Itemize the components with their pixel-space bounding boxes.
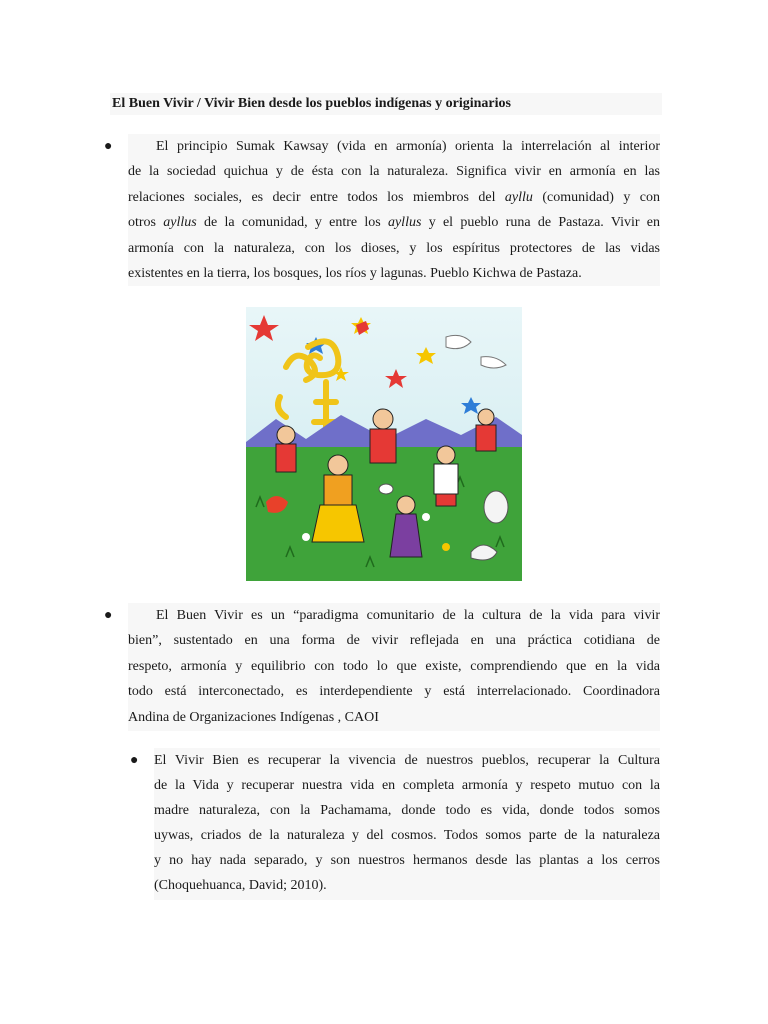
text-run: El Vivir Bien es recuperar la vivencia de nuestros pueblos, recuperar la Cultura: [154, 753, 660, 768]
text-line: [128, 134, 660, 159]
italic-term: ayllus: [387, 215, 422, 231]
text-line: [128, 159, 660, 184]
text-run: madre naturaleza, con la Pachamama, donde todo es vida, donde todos somos: [154, 803, 660, 818]
text-line: [154, 773, 660, 798]
community-dance-painting: [246, 307, 522, 581]
text-line: [128, 236, 660, 261]
text-line: [128, 705, 660, 730]
text-run: Andina de Organizaciones Indígenas , CAOI: [128, 709, 379, 725]
paragraph-buen-vivir-caoi: [128, 603, 660, 731]
text-line: [128, 185, 660, 210]
bullet-point: ●: [104, 139, 113, 154]
text-run: (comunidad) y con: [532, 189, 660, 205]
text-line: [154, 848, 660, 873]
italic-term: ayllu: [504, 189, 533, 205]
text-run: de la sociedad quichua y de ésta con la naturaleza. Significa vivir en armonía en las: [128, 164, 660, 180]
text-run: de la Vida y recuperar nuestra vida en completa armonía y respeto mutuo con la: [154, 778, 660, 793]
bullet-point: ●: [104, 608, 113, 623]
text-run: (Choquehuanca, David; 2010).: [154, 878, 327, 893]
text-run: El principio Sumak Kawsay (vida en armonía) orienta la interrelación al interior: [156, 139, 660, 154]
bullet-point: ●: [130, 753, 139, 768]
text-run: y el pueblo runa de Pastaza. Vivir en: [421, 215, 661, 231]
text-run: respeto, armonía y equilibrio con todo lo que existe, comprendiendo que en la vida: [128, 658, 660, 674]
text-line: [154, 748, 660, 773]
text-line: [154, 823, 660, 848]
text-line: [154, 873, 660, 898]
text-run: existentes en la tierra, los bosques, los ríos y lagunas. Pueblo Kichwa de Pastaza.: [128, 266, 582, 282]
text-line: [128, 628, 660, 653]
text-line: [128, 261, 660, 286]
text-run: armonía con la naturaleza, con los dioses, y los espíritus protectores de las vidas: [128, 240, 660, 256]
text-line: [128, 603, 660, 628]
text-run: de la comunidad, y entre los: [196, 215, 388, 231]
text-run: El Buen Vivir es un “paradigma comunitario de la cultura de la vida para vivir: [156, 608, 660, 623]
text-line: [128, 679, 660, 704]
text-run: otros: [128, 215, 164, 231]
text-line: [128, 654, 660, 679]
text-line: [128, 210, 660, 235]
document-title: El Buen Vivir / Vivir Bien desde los pueblos indígenas y originarios: [110, 93, 662, 115]
text-run: todo está interconectado, es interdependiente y está interrelacionado. Coordinadora: [128, 684, 660, 700]
text-run: uywas, criados de la naturaleza y del cosmos. Todos somos parte de la naturaleza: [154, 828, 660, 843]
paragraph-vivir-bien-choquehuanca: [154, 748, 660, 900]
italic-term: ayllus: [163, 215, 197, 231]
text-run: y no hay nada separado, y son nuestros hermanos desde las plantas a los cerros: [154, 853, 660, 868]
text-run: bien”, sustentado en una forma de vivir reflejada en una práctica cotidiana de: [128, 633, 660, 649]
text-run: relaciones sociales, es decir entre todos los miembros del: [128, 189, 505, 205]
paragraph-sumak-kawsay: [128, 134, 660, 286]
text-line: [154, 798, 660, 823]
